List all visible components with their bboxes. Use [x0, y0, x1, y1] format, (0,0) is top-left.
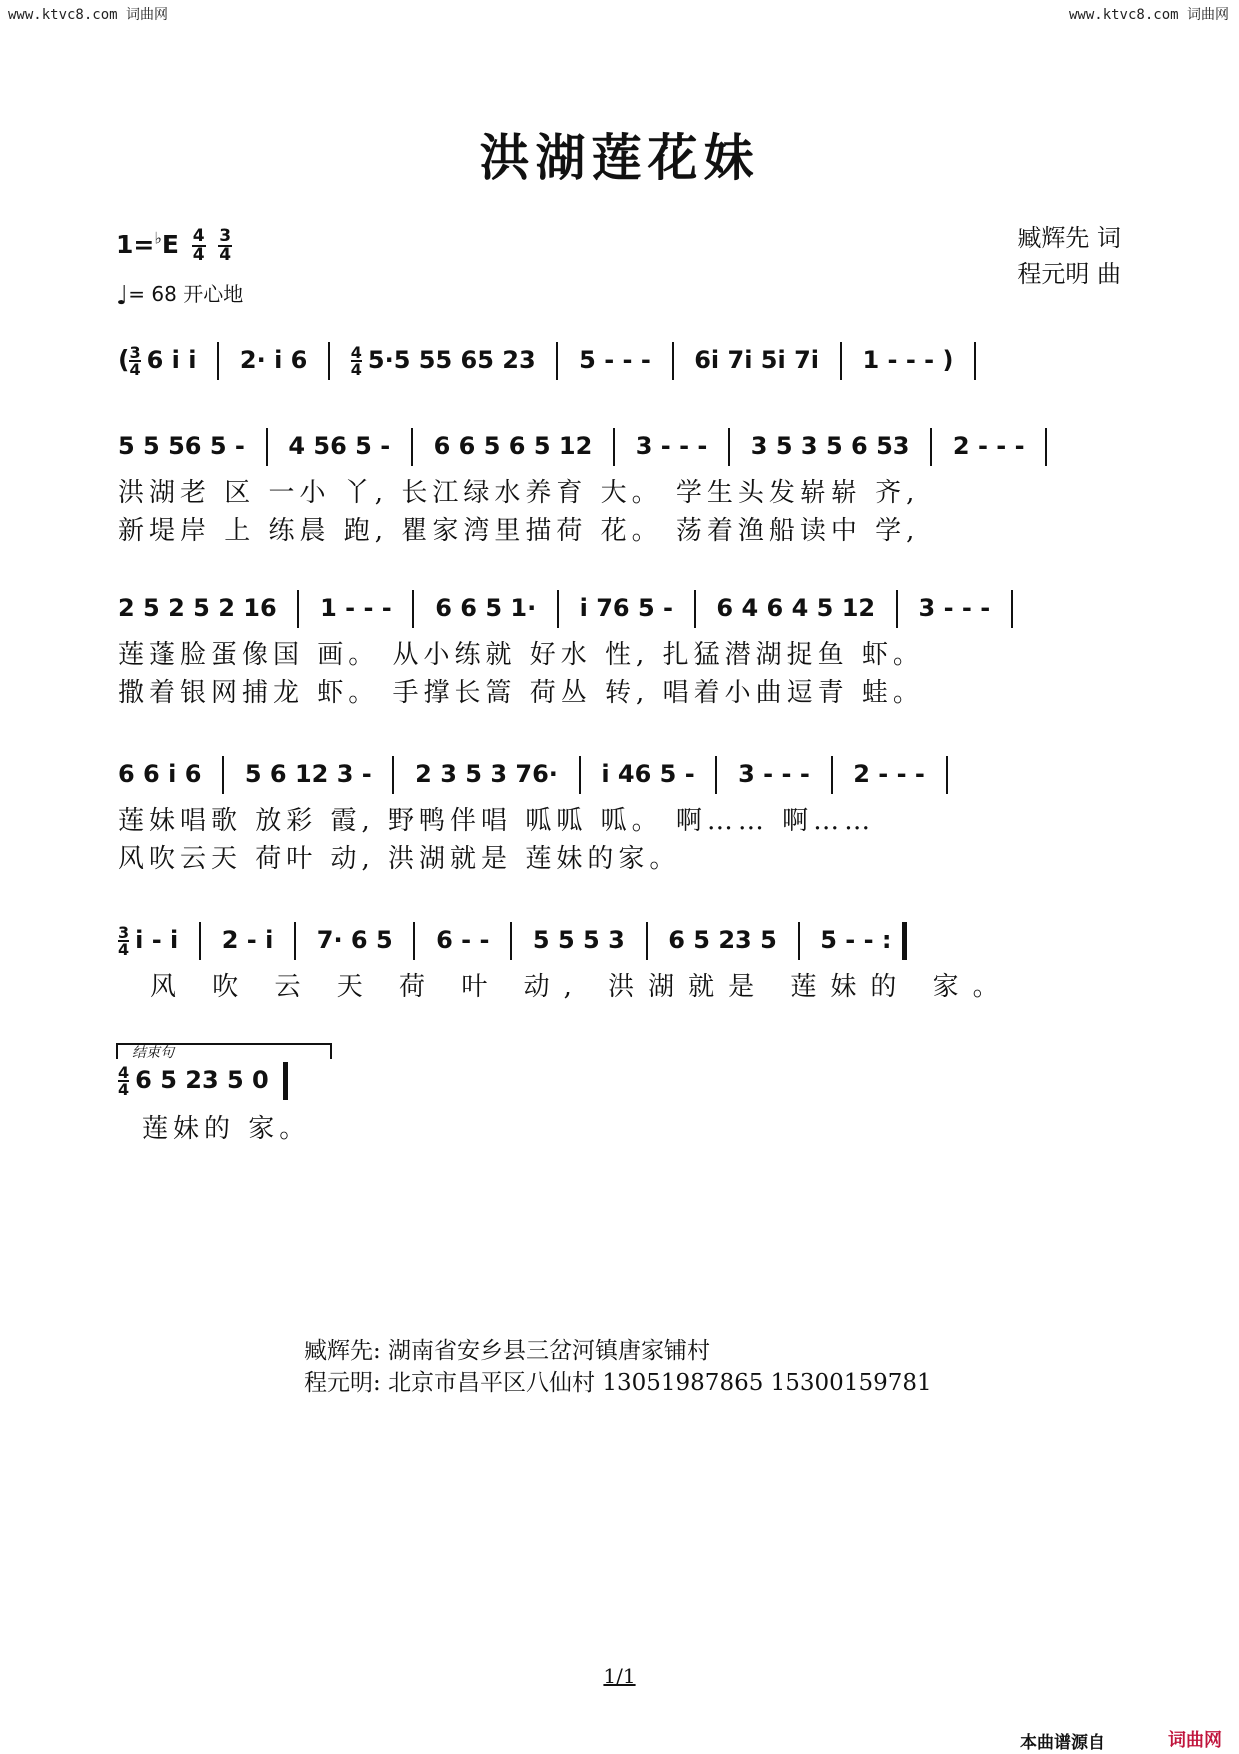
measure: 3 - - - — [635, 432, 708, 460]
lyrics-verse-2: 撒着银网捕龙 虾。 手撑长篙 荷丛 转, 唱着小曲逗青 蛙。 — [118, 678, 924, 708]
measure: 6 6 5 6 5 12 — [433, 432, 593, 460]
bar-line — [217, 342, 219, 380]
measure: 2 5 2 5 2 16 — [118, 594, 277, 622]
lyrics-verse-2: 新堤岸 上 练晨 跑, 瞿家湾里描荷 花。 荡着渔船读中 学, — [118, 516, 920, 546]
bar-line — [556, 342, 558, 380]
measure: 5 5 5 3 — [532, 926, 625, 954]
staff-line-4 — [118, 756, 960, 794]
measure: 2 3 5 3 76· — [415, 760, 558, 788]
bar-line — [613, 428, 615, 466]
lyrics-verse-1: 风 吹 云 天 荷 叶 动, 洪湖就是 莲妹的 家。 — [150, 972, 1013, 1002]
tempo-marking — [116, 278, 243, 311]
measure: 6 5 23 5 — [668, 926, 777, 954]
watermark-name: 词曲网 — [126, 7, 169, 23]
credits — [1017, 220, 1121, 292]
time-signature-1: $\frac{4}{4}$ — [192, 226, 205, 265]
measure: 7· 6 5 — [316, 926, 393, 954]
ending-staff — [118, 1062, 300, 1100]
bar-line — [510, 922, 512, 960]
time-signature-2: $\frac{3}{4}$ — [219, 226, 232, 265]
lyricist-credit: 臧辉先 词 — [1017, 224, 1121, 252]
measure: 2· i 6 — [239, 346, 308, 374]
measure: 6 i i — [146, 346, 197, 374]
measure: 3 - - - — [918, 594, 991, 622]
bar-line — [199, 922, 201, 960]
bar-line — [831, 756, 833, 794]
time-signature-4-4: $\frac{4}{4}$ — [118, 1063, 130, 1099]
lyrics-verse-2: 风吹云天 荷叶 动, 洪湖就是 莲妹的家。 — [118, 844, 681, 874]
measure: 3 5 3 5 6 53 — [750, 432, 910, 460]
time-signature-3-4: $\frac{3}{4}$ — [118, 923, 130, 959]
watermark-name: 词曲网 — [1187, 7, 1229, 23]
bar-line — [266, 428, 268, 466]
ending-lyrics: 莲妹的 家。 — [142, 1114, 311, 1144]
bar-line — [694, 590, 696, 628]
key-note: E — [161, 230, 179, 259]
composer-credit: 程元明 曲 — [1017, 260, 1121, 288]
measure: 5 5 56 5 - — [118, 432, 245, 460]
measure: 6i 7i 5i 7i — [694, 346, 820, 374]
bar-line — [412, 590, 414, 628]
time-signature-3-4: $\frac{3}{4}$ — [129, 343, 141, 379]
song-title: 洪湖莲花妹 — [479, 128, 760, 187]
bar-line — [297, 590, 299, 628]
bar-line — [728, 428, 730, 466]
flat-sign: ♭ — [154, 228, 162, 248]
measure: 6 - - — [436, 926, 490, 954]
header-watermark-right — [1069, 4, 1229, 24]
watermark-site: www.ktvc8.com — [1068, 7, 1179, 23]
bar-line — [930, 428, 932, 466]
time-signature-4-4: $\frac{4}{4}$ — [350, 343, 362, 379]
tempo-mood: 开心地 — [183, 282, 244, 306]
quarter-note-icon: ♩ — [116, 281, 129, 311]
bar-line — [974, 342, 976, 380]
staff-line-1 — [118, 342, 988, 380]
measure: 6 4 6 4 5 12 — [716, 594, 876, 622]
bar-line — [1045, 428, 1047, 466]
measure: 6 6 5 1· — [435, 594, 537, 622]
bar-line — [413, 922, 415, 960]
bar-line — [294, 922, 296, 960]
measure: 1 - - - ) — [862, 346, 954, 374]
repeat-end-bar — [902, 922, 907, 960]
bar-line — [946, 756, 948, 794]
bar-line — [1011, 590, 1013, 628]
tempo-value: = 68 — [128, 282, 177, 306]
lyrics-verse-1: 莲蓬脸蛋像国 画。 从小练就 好水 性, 扎猛潜湖捉鱼 虾。 — [118, 640, 924, 670]
watermark-site: www.ktvc8.com — [8, 7, 118, 23]
measure: i 76 5 - — [579, 594, 673, 622]
header-watermark-left — [8, 4, 168, 24]
ending-label: 结束句 — [132, 1045, 174, 1061]
bar-line — [840, 342, 842, 380]
measure: 5·5 55 65 23 — [367, 346, 536, 374]
brand-logo[interactable]: 词曲网 — [1168, 1730, 1222, 1751]
bar-line — [328, 342, 330, 380]
source-label: 本曲谱源自 — [1020, 1733, 1105, 1753]
bar-line — [896, 590, 898, 628]
bar-line — [715, 756, 717, 794]
measure: 6 5 23 5 0 — [135, 1066, 269, 1094]
lyrics-verse-1: 莲妹唱歌 放彩 霞, 野鸭伴唱 呱呱 呱。 啊…… 啊…… — [118, 806, 876, 836]
address-composer: 程元明: 北京市昌平区八仙村 13051987865 15300159781 — [304, 1370, 932, 1396]
measure: 6 6 i 6 — [118, 760, 202, 788]
bar-line — [411, 428, 413, 466]
bar-line — [672, 342, 674, 380]
lyrics-verse-1: 洪湖老 区 一小 丫, 长江绿水养育 大。 学生头发崭崭 齐, — [118, 478, 920, 508]
final-bar — [283, 1062, 288, 1100]
measure: 2 - - - — [952, 432, 1025, 460]
key-signature — [116, 228, 232, 264]
measure: 5 - - : — [820, 926, 892, 954]
bar-line — [557, 590, 559, 628]
bar-line — [798, 922, 800, 960]
bar-line — [579, 756, 581, 794]
bar-line — [646, 922, 648, 960]
measure: i - i — [135, 926, 179, 954]
measure: 5 - - - — [579, 346, 651, 374]
measure: 5 6 12 3 - — [244, 760, 372, 788]
bar-line — [222, 756, 224, 794]
measure: 2 - - - — [853, 760, 925, 788]
key-prefix: 1= — [116, 230, 155, 259]
measure: 1 - - - — [320, 594, 392, 622]
staff-line-5 — [118, 922, 919, 960]
measure: i 46 5 - — [601, 760, 695, 788]
measure: 2 - i — [221, 926, 274, 954]
address-lyricist: 臧辉先: 湖南省安乡县三岔河镇唐家铺村 — [304, 1338, 711, 1364]
staff-line-3 — [118, 590, 1025, 628]
staff-line-2 — [118, 428, 1059, 466]
bar-line — [392, 756, 394, 794]
page-number: 1/1 — [603, 1664, 636, 1688]
paren-open: ( — [118, 345, 130, 374]
measure: 4 56 5 - — [288, 432, 391, 460]
measure: 3 - - - — [738, 760, 810, 788]
